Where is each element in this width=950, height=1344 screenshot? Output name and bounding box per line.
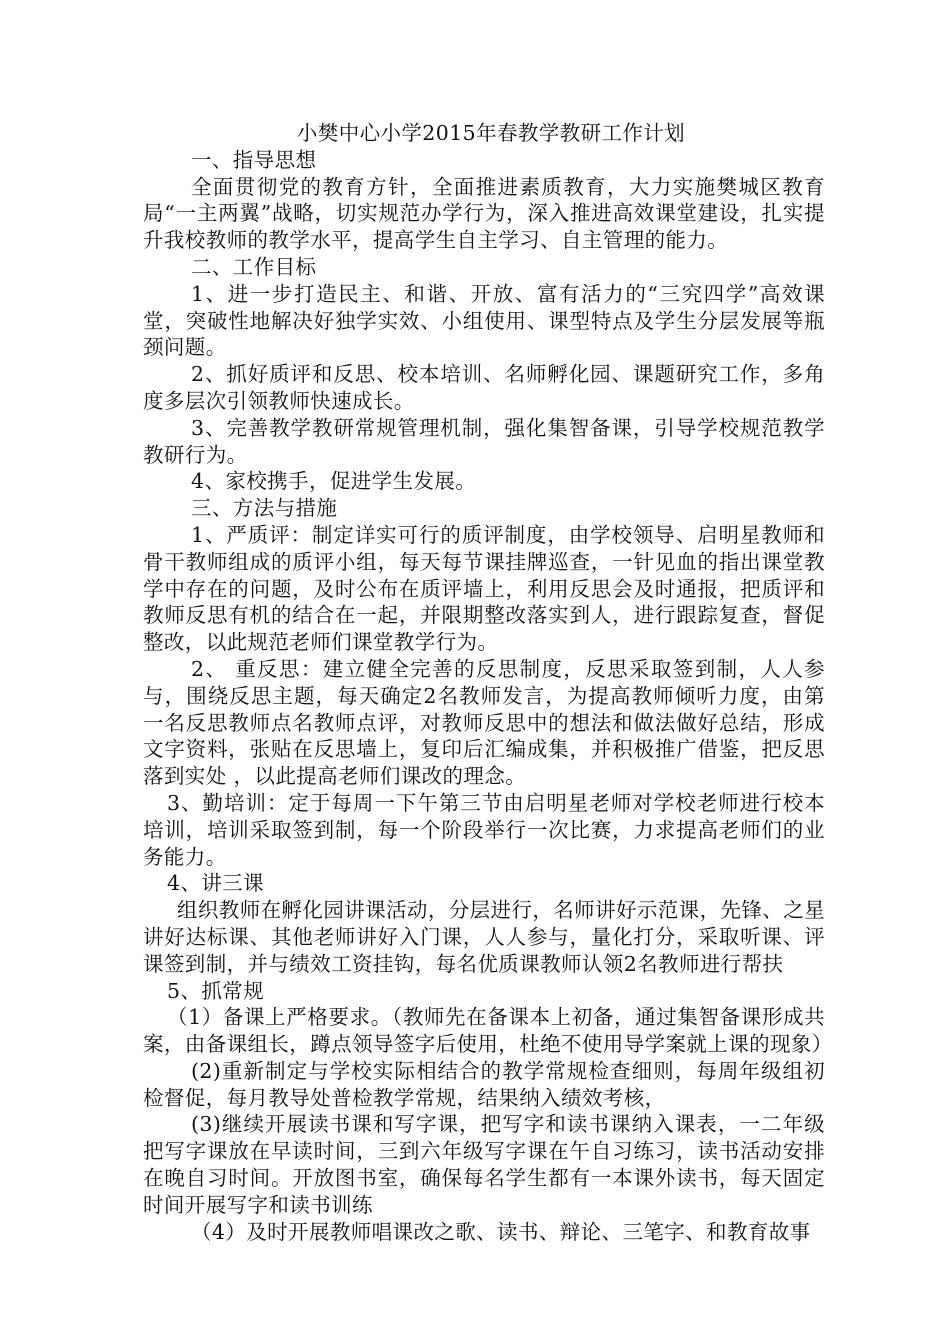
paragraph: 一、指导思想	[191, 147, 317, 172]
document-page	[143, 120, 833, 1245]
paragraph: （1）备课上严格要求。（教师先在备课本上初备，通过集智备课形成共案，由备课组长，蹲点领导签字后使用，杜绝不使用导学案就上课的现象）	[143, 1005, 833, 1057]
paragraph: 2、抓好质评和反思、校本培训、名师孵化园、课题研究工作，多角度多层次引领教师快速成长。	[143, 362, 825, 413]
paragraph: 1、严质评：制定详实可行的质评制度，由学校领导、启明星教师和骨干教师组成的质评小组，每天每节课挂牌巡查，一针见血的指出课堂教学中存在的问题，及时公布在质评墙上，利用反思会及时通报，把质评和教师反思有机的结合在一起，并限期整改落实到人，进行跟踪复查，督促整改，以此规范老师们课堂教学行为。	[143, 522, 825, 655]
paragraph: 二、工作目标	[191, 254, 317, 279]
paragraph: 三、方法与措施	[191, 496, 338, 521]
paragraph: 1、进一步打造民主、和谐、开放、富有活力的“三究四学”高效课堂，突破性地解决好独学实效、小组使用、课型特点及学生分层发展等瓶颈问题。	[143, 281, 825, 360]
paragraph: 组织教师在孵化园讲课活动，分层进行，名师讲好示范课，先锋、之星讲好达标课、其他老师讲好入门课，人人参与，量化打分，采取听课、评课签到制，并与绩效工资挂钩，每名优质课教师认领2名教师进行帮扶	[143, 898, 825, 976]
paragraph: 5、抓常规	[167, 978, 265, 1003]
paragraph: 2、 重反思：建立健全完善的反思制度，反思采取签到制，人人参与，围绕反思主题，每天确定2名教师发言，为提高教师倾听力度，由第一名反思教师点名教师点评，对教师反思中的想法和做法做好总结，形成文字资料，张贴在反思墙上，复印后汇编成集，并积极推广借鉴，把反思落到实处 ，以此提高老师们课改的理念。	[143, 656, 825, 789]
paragraph: （4）及时开展教师唱课改之歌、读书、辩论、三笔字、和教育故事	[191, 1219, 811, 1244]
paragraph: 4、家校携手，促进学生发展。	[191, 469, 477, 494]
paragraph: (3)继续开展读书课和写字课，把写字和读书课纳入课表，一二年级把写字课放在早读时间，三到六年级写字课在午自习练习，读书活动安排在晚自习时间。开放图书室，确保每名学生都有一本课外读书，每天固定时间开展写字和读书训练	[143, 1112, 825, 1217]
paragraph: 全面贯彻党的教育方针，全面推进素质教育，大力实施樊城区教育局“一主两翼”战略，切实规范办学行为，深入推进高效课堂建设，扎实提升我校教师的教学水平，提高学生自主学习、自主管理的能力。	[143, 174, 825, 253]
paragraph: 3、完善教学教研常规管理机制，强化集智备课，引导学校规范教学教研行为。	[143, 415, 825, 467]
paragraph: (2)重新制定与学校实际相结合的教学常规检查细则，每周年级组初检督促，每月教导处普检教学常规，结果纳入绩效考核，	[143, 1058, 825, 1110]
paragraph: 3、勤培训：定于每周一下午第三节由启明星老师对学校老师进行校本培训，培训采取签到制，每一个阶段举行一次比赛，力求提高老师们的业务能力。	[143, 790, 825, 869]
document-title: 小樊中心小学2015年春教学教研工作计划	[296, 121, 686, 145]
document-body	[143, 147, 833, 1246]
paragraph: 4、讲三课	[167, 871, 265, 896]
